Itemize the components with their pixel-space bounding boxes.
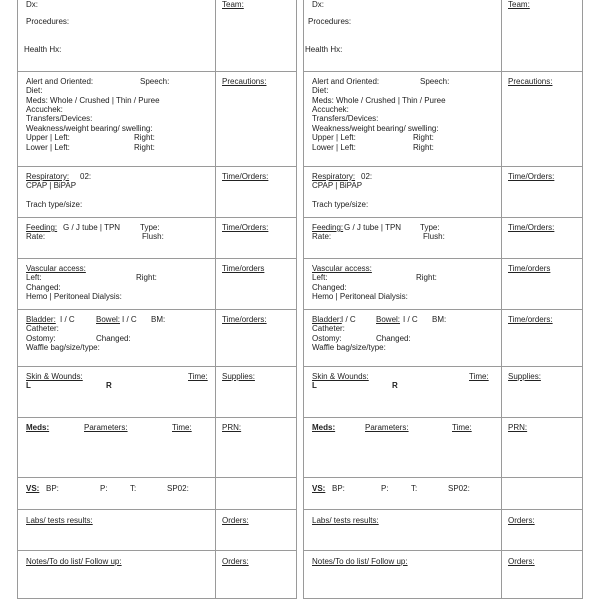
parameters-label: Parameters:: [365, 423, 409, 432]
temp-label: T:: [130, 484, 137, 493]
skin-wounds-label: Skin & Wounds:: [26, 372, 83, 381]
vascular-left-label: Left:: [312, 273, 328, 282]
trach-label: Trach type/size:: [312, 200, 369, 209]
vs-label: VS:: [312, 484, 326, 493]
feeding-orders-cell: [502, 218, 583, 259]
time-orders-label: Time/orders: [222, 264, 265, 273]
vascular-cell: [303, 259, 502, 310]
waffle-bag-label: Waffle bag/size/type:: [26, 343, 100, 352]
vitals-cell: [17, 478, 216, 510]
labs-cell: [17, 510, 216, 551]
upper-left-label: Upper | Left:: [26, 133, 70, 142]
pulse-label: P:: [100, 484, 108, 493]
section-labs: [303, 510, 583, 551]
lower-left-label: Lower | Left:: [26, 143, 70, 152]
notes-cell: [17, 551, 216, 599]
vitals-side-cell: [502, 478, 583, 510]
section-vascular: [17, 259, 297, 310]
time-orders-label: Time/orders: [508, 264, 551, 273]
section-respiratory: [17, 167, 297, 218]
notes-label: Notes/To do list/ Follow up:: [26, 557, 122, 566]
trach-label: Trach type/size:: [26, 200, 83, 209]
time-orders-label: Time/Orders:: [508, 223, 555, 232]
neuro-cell: [17, 72, 216, 167]
feeding-type-label: Type:: [140, 223, 160, 232]
o2-label: 02:: [361, 172, 373, 181]
feeding-label: Feeding:: [312, 223, 344, 232]
precautions-cell: [502, 72, 583, 167]
bowel-label: Bowel:: [376, 315, 401, 324]
meds-time-label: Time:: [452, 423, 472, 432]
precautions-cell: [216, 72, 297, 167]
cpap-bipap-label: CPAP | BiPAP: [312, 181, 363, 190]
section-vitals: [303, 478, 583, 510]
time-orders-label: Time/Orders:: [222, 172, 269, 181]
bladder-label: Bladder:: [26, 315, 56, 324]
skin-right-marker: R: [106, 381, 112, 390]
labs-label: Labs/ tests results:: [312, 516, 379, 525]
respiratory-cell: [303, 167, 502, 218]
meds-label: Meds:: [312, 423, 336, 432]
elimination-cell: [303, 310, 502, 367]
section-respiratory: [303, 167, 583, 218]
feeding-flush-label: Flush:: [142, 232, 164, 241]
respiratory-label: Respiratory:: [26, 172, 70, 181]
vs-label: VS:: [26, 484, 40, 493]
notes-cell: [303, 551, 502, 599]
section-meds: [17, 418, 297, 478]
vascular-orders-cell: [216, 259, 297, 310]
time-orders-label: Time/Orders:: [222, 223, 269, 232]
upper-right-label: Right:: [413, 133, 434, 142]
dx-label: Dx:: [312, 0, 324, 9]
transfers-label: Transfers/Devices:: [312, 114, 379, 123]
labs-label: Labs/ tests results:: [26, 516, 93, 525]
bladder-options: I / C: [341, 315, 356, 324]
feeding-options: G / J tube | TPN: [63, 223, 121, 232]
notes-label: Notes/To do list/ Follow up:: [312, 557, 408, 566]
vascular-right-label: Right:: [416, 273, 437, 282]
procedures-label: Procedures:: [26, 17, 70, 26]
vascular-cell: [17, 259, 216, 310]
bp-label: BP:: [332, 484, 345, 493]
vascular-orders-cell: [502, 259, 583, 310]
respiratory-orders-cell: [216, 167, 297, 218]
precautions-label: Precautions:: [508, 77, 553, 86]
skin-cell: [303, 367, 502, 418]
skin-time-label: Time:: [469, 372, 489, 381]
team-cell: [502, 0, 583, 72]
waffle-bag-label: Waffle bag/size/type:: [312, 343, 386, 352]
catheter-label: Catheter:: [312, 324, 345, 333]
section-meds: [303, 418, 583, 478]
elimination-cell: [17, 310, 216, 367]
bowel-label: Bowel:: [96, 315, 121, 324]
section-skin: [17, 367, 297, 418]
section-skin: [303, 367, 583, 418]
vascular-left-label: Left:: [26, 273, 42, 282]
upper-left-label: Upper | Left:: [312, 133, 356, 142]
bm-label: BM:: [432, 315, 447, 324]
catheter-label: Catheter:: [26, 324, 59, 333]
diet-label: Diet:: [26, 86, 43, 95]
upper-right-label: Right:: [134, 133, 155, 142]
orders-label: Orders:: [508, 557, 535, 566]
meds-cell: [303, 418, 502, 478]
dx-cell: [303, 0, 502, 72]
elimination-orders-cell: [502, 310, 583, 367]
speech-label: Speech:: [140, 77, 170, 86]
bowel-options: I / C: [122, 315, 137, 324]
lower-left-label: Lower | Left:: [312, 143, 356, 152]
vascular-right-label: Right:: [136, 273, 157, 282]
prn-label: PRN:: [508, 423, 528, 432]
vitals-side-cell: [216, 478, 297, 510]
parameters-label: Parameters:: [84, 423, 128, 432]
ostomy-label: Ostomy:: [26, 334, 56, 343]
meds-label: Meds:: [26, 423, 50, 432]
elimination-orders-cell: [216, 310, 297, 367]
vitals-cell: [303, 478, 502, 510]
cpap-bipap-label: CPAP | BiPAP: [26, 181, 77, 190]
accuchek-label: Accuchek:: [26, 105, 63, 114]
transfers-label: Transfers/Devices:: [26, 114, 93, 123]
feeding-orders-cell: [216, 218, 297, 259]
meds-consistency-line: Meds: Whole / Crushed | Thin / Puree: [312, 96, 446, 105]
skin-right-marker: R: [392, 381, 398, 390]
section-feeding: [303, 218, 583, 259]
weakness-label: Weakness/weight bearing/ swelling:: [26, 124, 153, 133]
patient-sheet-left: [17, 0, 297, 600]
lower-right-label: Right:: [134, 143, 155, 152]
bowel-options: I / C: [403, 315, 418, 324]
time-orders-label: Time/orders:: [508, 315, 553, 324]
bladder-options: I / C: [60, 315, 75, 324]
section-neuro: [17, 72, 297, 167]
bp-label: BP:: [46, 484, 59, 493]
speech-label: Speech:: [420, 77, 450, 86]
skin-left-marker: L: [312, 381, 317, 390]
pulse-label: P:: [381, 484, 389, 493]
weakness-label: Weakness/weight bearing/ swelling:: [312, 124, 439, 133]
section-elimination: [303, 310, 583, 367]
section-dx: [303, 0, 583, 72]
orders-label: Orders:: [222, 557, 249, 566]
section-elimination: [17, 310, 297, 367]
orders-label: Orders:: [508, 516, 535, 525]
supplies-cell: [502, 367, 583, 418]
ostomy-label: Ostomy:: [312, 334, 342, 343]
section-neuro: [303, 72, 583, 167]
notes-orders-cell: [502, 551, 583, 599]
meds-consistency-line: Meds: Whole / Crushed | Thin / Puree: [26, 96, 160, 105]
prn-label: PRN:: [222, 423, 242, 432]
ostomy-changed-label: Changed:: [96, 334, 131, 343]
time-orders-label: Time/orders:: [222, 315, 267, 324]
dx-label: Dx:: [26, 0, 38, 9]
skin-time-label: Time:: [188, 372, 208, 381]
sp02-label: SP02:: [448, 484, 470, 493]
respiratory-label: Respiratory:: [312, 172, 356, 181]
feeding-cell: [17, 218, 216, 259]
feeding-label: Feeding:: [26, 223, 58, 232]
prn-cell: [502, 418, 583, 478]
team-label: Team:: [222, 0, 244, 9]
health-hx-label: Health Hx:: [24, 45, 62, 54]
supplies-label: Supplies:: [508, 372, 541, 381]
feeding-type-label: Type:: [420, 223, 440, 232]
bm-label: BM:: [151, 315, 166, 324]
alert-oriented-label: Alert and Oriented:: [26, 77, 94, 86]
section-notes: [17, 551, 297, 599]
respiratory-cell: [17, 167, 216, 218]
feeding-options: G / J tube | TPN: [344, 223, 402, 232]
skin-cell: [17, 367, 216, 418]
feeding-cell: [303, 218, 502, 259]
o2-label: 02:: [80, 172, 92, 181]
section-dx: [17, 0, 297, 72]
patient-sheet-right: [303, 0, 583, 600]
labs-orders-cell: [502, 510, 583, 551]
feeding-rate-label: Rate:: [312, 232, 332, 241]
section-notes: [303, 551, 583, 599]
meds-cell: [17, 418, 216, 478]
orders-label: Orders:: [222, 516, 249, 525]
vascular-changed-label: Changed:: [312, 283, 347, 292]
time-orders-label: Time/Orders:: [508, 172, 555, 181]
lower-right-label: Right:: [413, 143, 434, 152]
supplies-cell: [216, 367, 297, 418]
labs-orders-cell: [216, 510, 297, 551]
temp-label: T:: [411, 484, 418, 493]
dialysis-label: Hemo | Peritoneal Dialysis:: [26, 292, 122, 301]
skin-wounds-label: Skin & Wounds:: [312, 372, 369, 381]
feeding-flush-label: Flush:: [423, 232, 445, 241]
dx-cell: [17, 0, 216, 72]
precautions-label: Precautions:: [222, 77, 267, 86]
neuro-cell: [303, 72, 502, 167]
prn-cell: [216, 418, 297, 478]
vascular-access-label: Vascular access:: [26, 264, 86, 273]
section-vascular: [303, 259, 583, 310]
supplies-label: Supplies:: [222, 372, 255, 381]
alert-oriented-label: Alert and Oriented:: [312, 77, 380, 86]
sp02-label: SP02:: [167, 484, 189, 493]
procedures-label: Procedures:: [308, 17, 352, 26]
team-label: Team:: [508, 0, 530, 9]
team-cell: [216, 0, 297, 72]
section-labs: [17, 510, 297, 551]
dialysis-label: Hemo | Peritoneal Dialysis:: [312, 292, 408, 301]
vascular-access-label: Vascular access:: [312, 264, 372, 273]
bladder-label: Bladder:: [312, 315, 342, 324]
respiratory-orders-cell: [502, 167, 583, 218]
labs-cell: [303, 510, 502, 551]
meds-time-label: Time:: [172, 423, 192, 432]
diet-label: Diet:: [312, 86, 329, 95]
section-vitals: [17, 478, 297, 510]
health-hx-label: Health Hx:: [305, 45, 343, 54]
skin-left-marker: L: [26, 381, 31, 390]
ostomy-changed-label: Changed:: [376, 334, 411, 343]
accuchek-label: Accuchek:: [312, 105, 349, 114]
vascular-changed-label: Changed:: [26, 283, 61, 292]
feeding-rate-label: Rate:: [26, 232, 46, 241]
section-feeding: [17, 218, 297, 259]
notes-orders-cell: [216, 551, 297, 599]
